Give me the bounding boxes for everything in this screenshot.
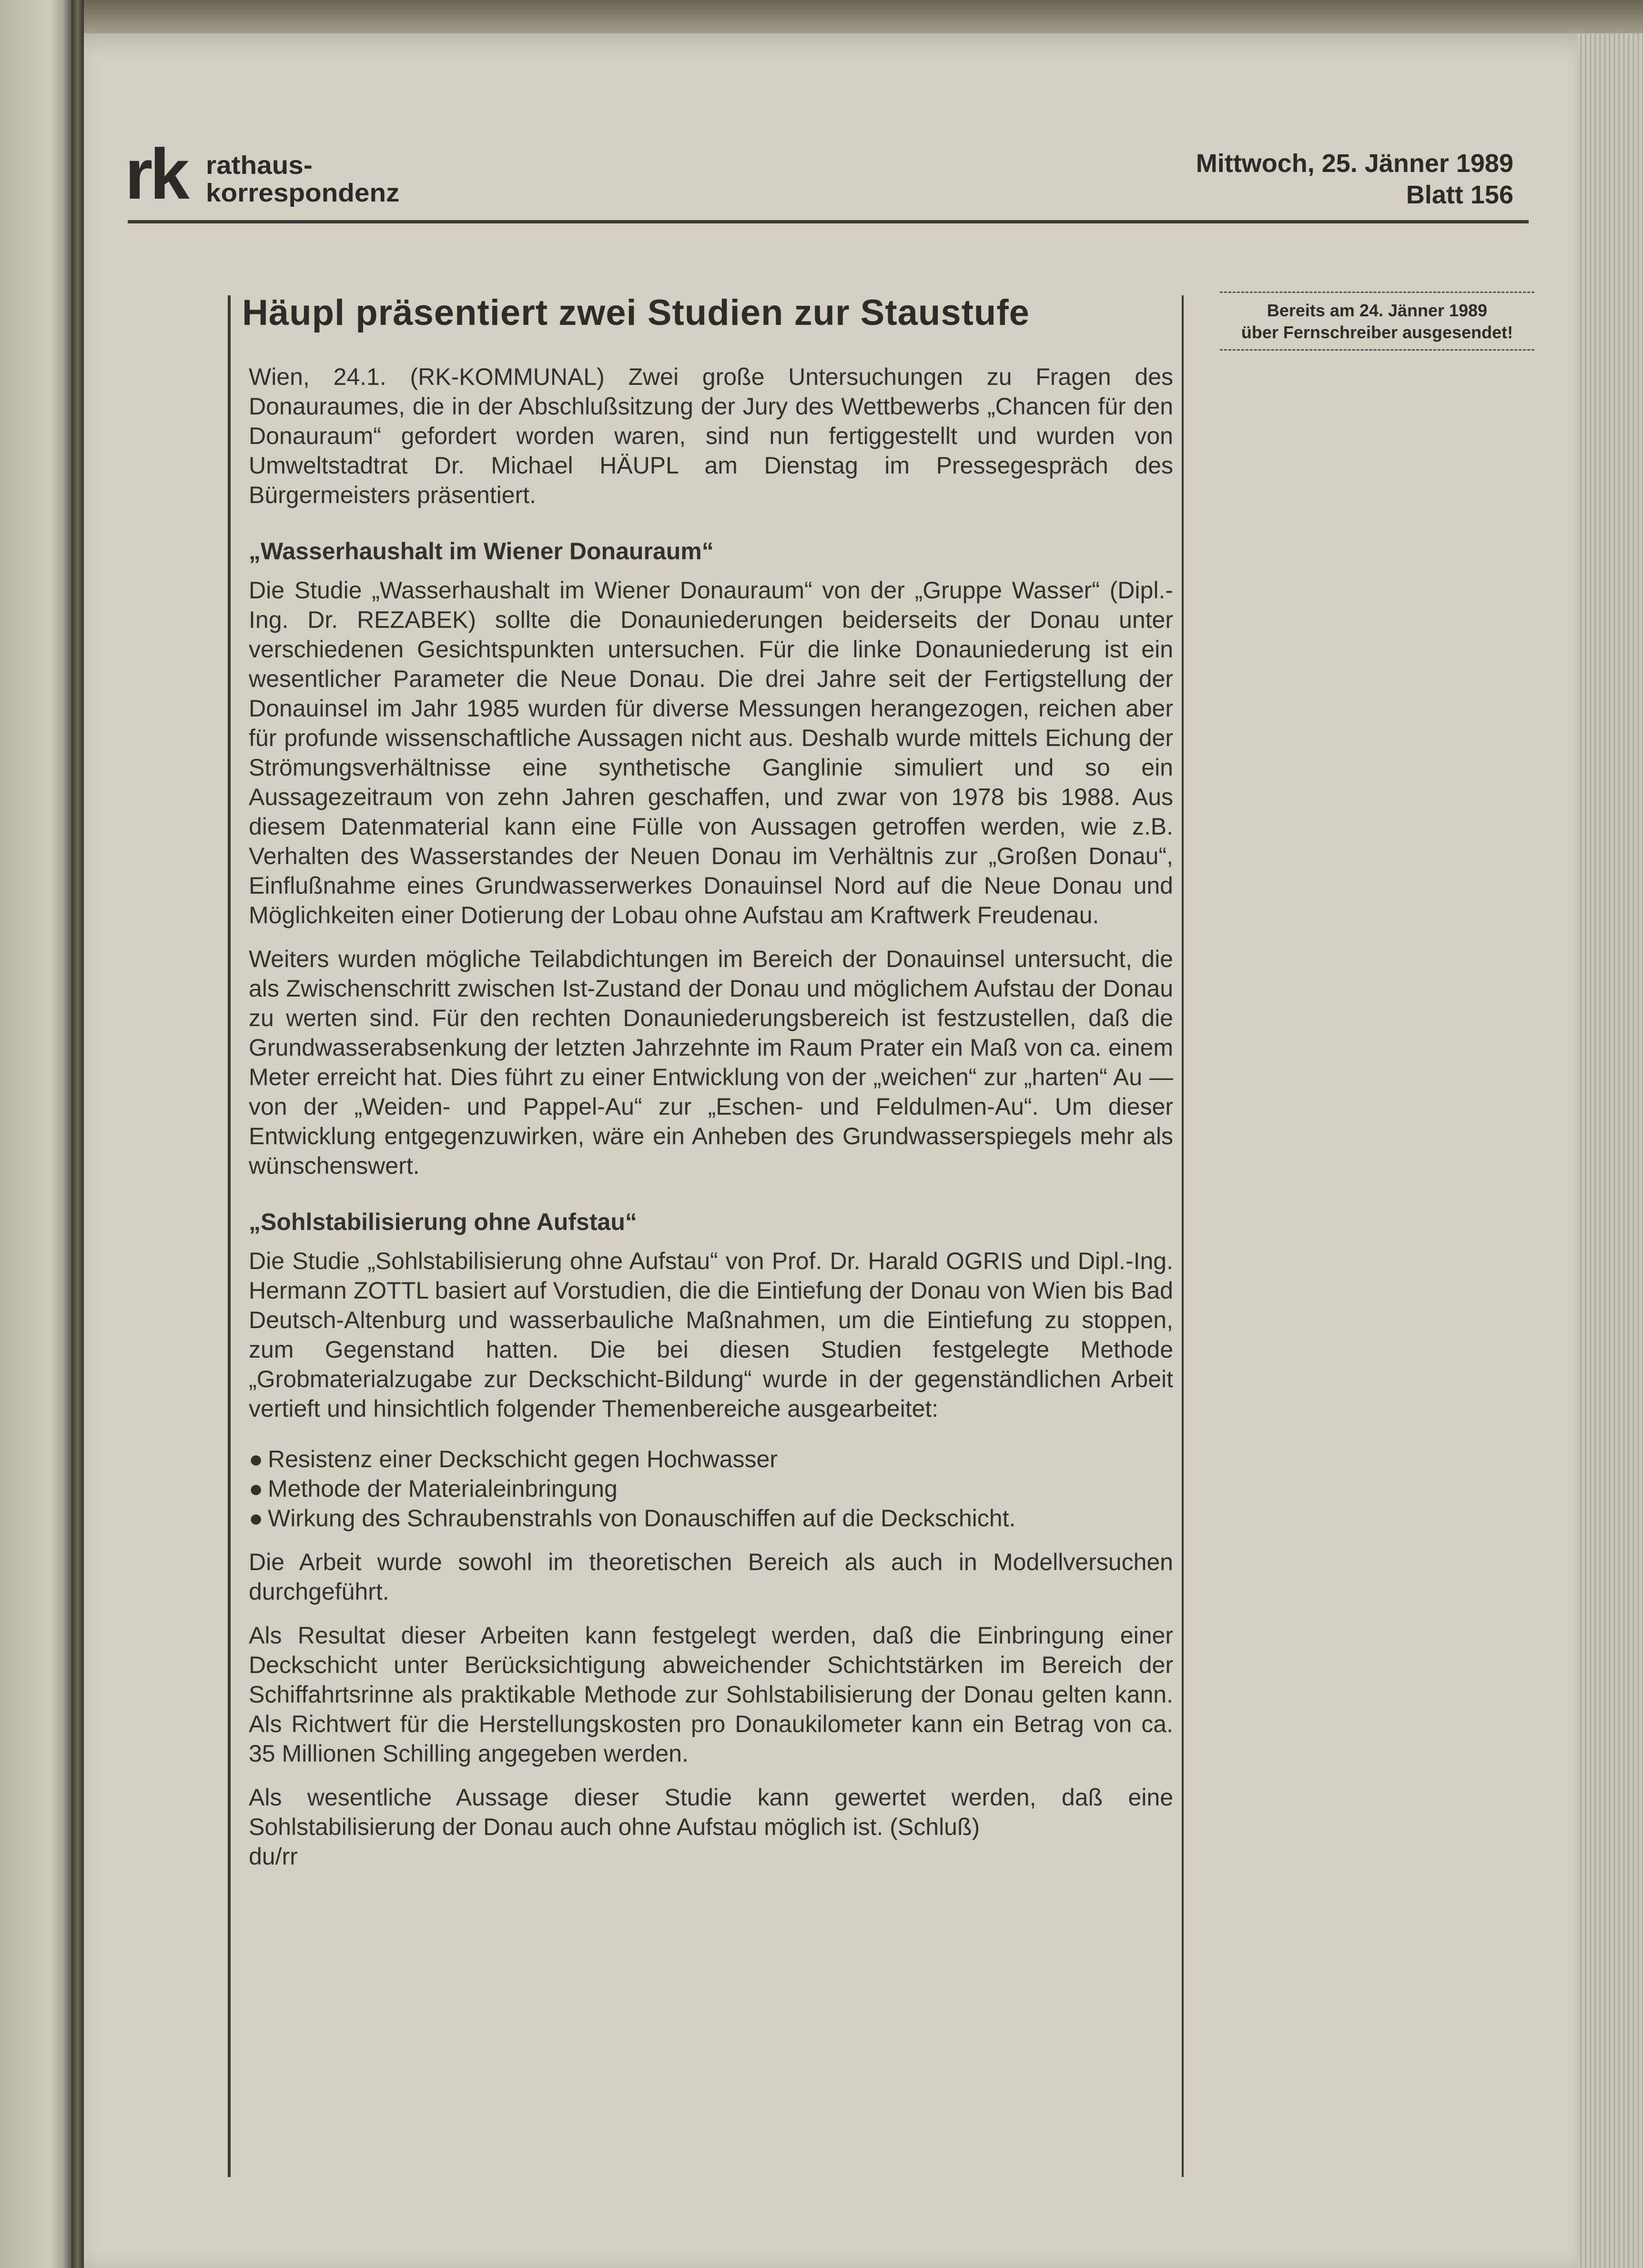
paragraph: Als Resultat dieser Arbeiten kann festgelegt werden, daß die Einbringung einer Deckschicht unter Berücksichtigung abweichender Schichtstärken im Bereich der Schiffahrtsrinne als praktikable Methode zur Sohlstabilisierung der Donau gelten kann. Als Richtwert für die Herstellungskosten pro Donaukilometer kann ein Betrag von ca. 35 Millionen Schilling angegeben werden.: [249, 1622, 1173, 1767]
list-item-text: Resistenz einer Deckschicht gegen Hochwasser: [268, 1446, 778, 1472]
author-signature: du/rr: [249, 1843, 298, 1870]
left-column-rule: [228, 295, 231, 2177]
issue-date: Mittwoch, 25. Jänner 1989: [1196, 149, 1513, 178]
section-heading-sohlstabilisierung: „Sohlstabilisierung ohne Aufstau“: [249, 1209, 637, 1235]
rk-logo-mark: rk: [125, 134, 187, 214]
scan-top-edge: [84, 0, 1643, 33]
transmission-note-line1: Bereits am 24. Jänner 1989: [1267, 301, 1488, 320]
paragraph: Als wesentliche Aussage dieser Studie kann gewertet werden, daß eine Sohlstabilisierung der Donau auch ohne Aufstau möglich ist. (Schluß): [249, 1784, 1173, 1840]
section-heading-wasserhaushalt: „Wasserhaushalt im Wiener Donauraum“: [249, 538, 714, 564]
sheet-number: Blatt 156: [1406, 181, 1513, 209]
header-divider: [128, 220, 1529, 223]
paragraph: Die Studie „Sohlstabilisierung ohne Aufstau“ von Prof. Dr. Harald OGRIS und Dipl.-Ing. Hermann ZOTTL basiert auf Vorstudien, die die Eintiefung der Donau von Wien bis Bad Deutsch-Altenburg und wasserbauliche Maßnahmen, um die Eintiefung zu stoppen, zum Gegenstand hatten. Die bei diesen Studien festgelegte Methode „Grobmaterialzugabe zur Deckschicht-Bildung“ wurde in der gegenständlichen Arbeit vertieft und hinsichtlich folgender Themenbereiche ausgearbeitet:: [249, 1248, 1173, 1422]
previous-page-edge: [0, 0, 71, 2268]
header-date-block: [1196, 148, 1513, 211]
intro-paragraph: Wien, 24.1. (RK-KOMMUNAL) Zwei große Untersuchungen zu Fragen des Donauraumes, die in der Abschlußsitzung der Jury des Wettbewerbs „Chancen für den Donauraum“ gefordert worden waren, sind nun fertiggestellt und wurden von Umweltstadtrat Dr. Michael HÄUPL am Dienstag im Pressegespräch des Bürgermeisters präsentiert.: [249, 363, 1173, 508]
publication-name: [206, 151, 400, 207]
article-title: Häupl präsentiert zwei Studien zur Staustufe: [242, 292, 1030, 333]
publication-name-line2: korrespondenz: [206, 179, 400, 207]
paragraph: Die Arbeit wurde sowohl im theoretischen Bereich als auch in Modellversuchen durchgeführt.: [249, 1549, 1173, 1605]
list-item: [249, 1474, 1173, 1503]
publication-name-line1: rathaus-: [206, 151, 313, 180]
list-item-text: Methode der Materialeinbringung: [268, 1475, 618, 1502]
bullet-icon: ●: [249, 1505, 264, 1532]
list-item: [249, 1444, 1173, 1474]
list-item-text: Wirkung des Schraubenstrahls von Donauschiffen auf die Deckschicht.: [268, 1505, 1016, 1532]
paragraph: Die Studie „Wasserhaushalt im Wiener Donauraum“ von der „Gruppe Wasser“ (Dipl.-Ing. Dr. REZABEK) sollte die Donauniederungen beiderseits der Donau unter verschiedenen Gesichtspunkten untersuchen. Für die linke Donauniederung ist ein wesentlicher Parameter die Neue Donau. Die drei Jahre seit der Fertigstellung der Donauinsel im Jahr 1985 wurden für diverse Messungen herangezogen, reichen aber für profunde wissenschaftliche Aussagen nicht aus. Deshalb wurde mittels Eichung der Strömungsverhältnisse eine synthetische Ganglinie simuliert und so ein Aussagezeitraum von zehn Jahren geschaffen, und zwar von 1978 bis 1988. Aus diesem Datenmaterial kann eine Fülle von Aussagen getroffen werden, wie z.B. Verhalten des Wasserstandes der Neuen Donau im Verhältnis zur „Großen Donau“, Einflußnahme eines Grundwasserwerkes Donauinsel Nord auf die Neue Donau und Möglichkeiten einer Dotierung der Lobau ohne Aufstau am Kraftwerk Freudenau.: [249, 577, 1173, 928]
transmission-note-line2: über Fernschreiber ausgesendet!: [1241, 323, 1513, 342]
article-body: [249, 362, 1173, 1885]
transmission-note: [1220, 292, 1534, 351]
bullet-icon: ●: [249, 1446, 264, 1472]
bullet-icon: ●: [249, 1475, 264, 1502]
paragraph: Weiters wurden mögliche Teilabdichtungen im Bereich der Donauinsel untersucht, die als Zwischenschritt zwischen Ist-Zustand der Donau und möglichem Aufstau der Donau zu werten sind. Für den rechten Donauniederungsbereich ist festzustellen, daß die Grundwasserabsenkung der letzten Jahrzehnte im Raum Prater ein Maß von ca. einem Meter erreicht hat. Dies führt zu einer Entwicklung von der „weichen“ zur „harten“ Au — von der „Weiden- und Pappel-Au“ zur „Eschen- und Feldulmen-Au“. Um dieser Entwicklung entgegenzuwirken, wäre ein Anheben des Grundwasserspiegels mehr als wünschenswert.: [249, 946, 1173, 1179]
list-item: [249, 1503, 1173, 1533]
right-column-rule: [1182, 295, 1184, 2177]
page-stack-edge: [1577, 33, 1643, 2268]
book-spine: [71, 0, 84, 2268]
topic-list: [249, 1444, 1173, 1533]
